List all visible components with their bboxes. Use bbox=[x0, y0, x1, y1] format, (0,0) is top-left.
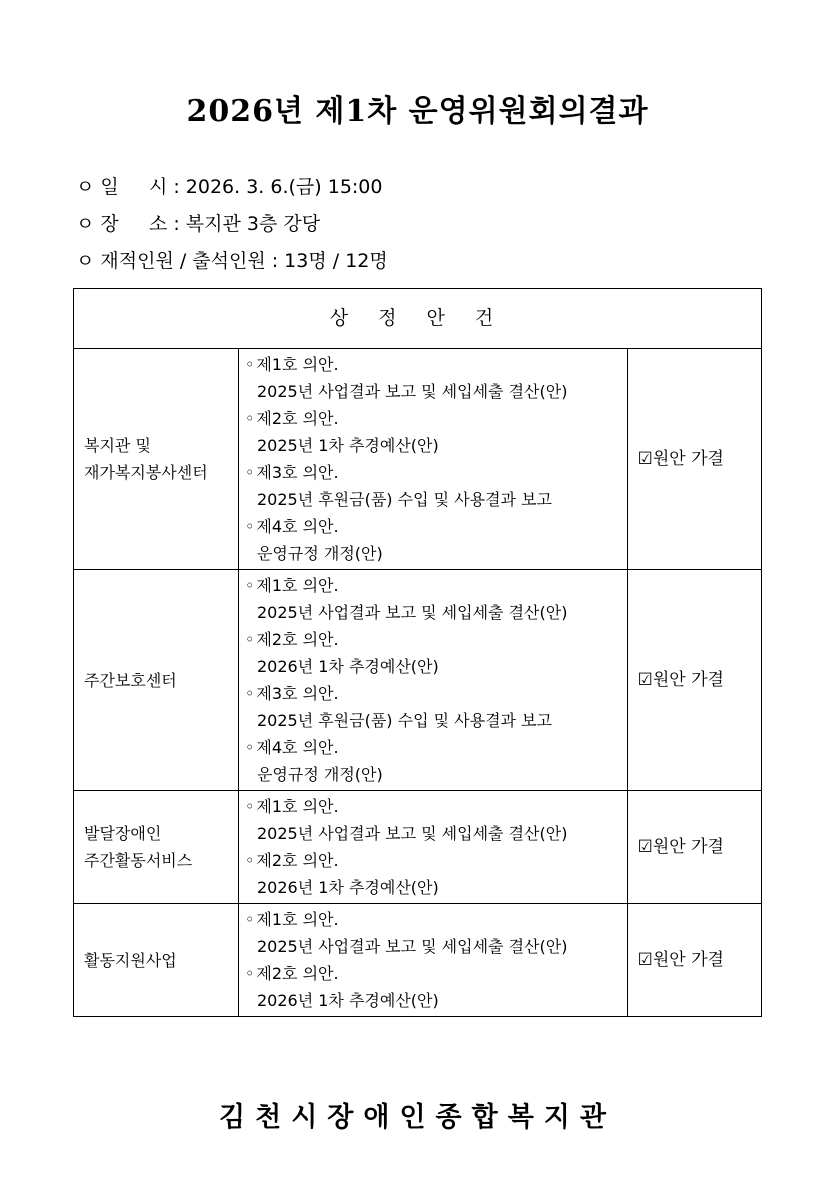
items-cell bbox=[238, 349, 627, 570]
info-datetime: ㅇ 일 시 : 2026. 3. 6.(금) 15:00 bbox=[76, 176, 383, 198]
item-body: 운영규정 개정(안) bbox=[256, 544, 383, 563]
org-name-line: 주간활동서비스 bbox=[84, 851, 193, 870]
items-cell bbox=[238, 791, 627, 904]
result-cell: ☑원안 가결 bbox=[627, 570, 761, 791]
org-name-line: 활동지원사업 bbox=[84, 950, 177, 970]
item-body: 2025년 사업결과 보고 및 세입세출 결산(안) bbox=[256, 937, 568, 956]
document-title: 2026년 제1차 운영위원회의결과 bbox=[186, 94, 649, 129]
info-attendance: ㅇ 재적인원 / 출석인원 : 13명 / 12명 bbox=[76, 250, 388, 272]
table-row bbox=[74, 349, 762, 570]
item-body: 2026년 1차 추경예산(안) bbox=[256, 878, 439, 897]
item-head: ◦ 제2호 의안. bbox=[245, 960, 627, 987]
item-body: 2025년 후원금(품) 수입 및 사용결과 보고 bbox=[256, 711, 552, 730]
item-body: 2025년 후원금(품) 수입 및 사용결과 보고 bbox=[256, 490, 552, 509]
items-cell bbox=[238, 904, 627, 1017]
item-head: ◦ 제2호 의안. bbox=[245, 847, 627, 874]
agenda-header: 상 정 안 건 bbox=[74, 289, 762, 349]
item-body: 2025년 사업결과 보고 및 세입세출 결산(안) bbox=[256, 382, 568, 401]
org-name-line: 주간보호센터 bbox=[84, 670, 177, 690]
organization-name: 김천시장애인종합복지관 bbox=[219, 1102, 616, 1133]
result-cell: ☑원안 가결 bbox=[627, 349, 761, 570]
item-body: 2025년 사업결과 보고 및 세입세출 결산(안) bbox=[256, 603, 568, 622]
items-cell bbox=[238, 570, 627, 791]
org-name-line: 발달장애인 bbox=[84, 824, 162, 843]
org-cell bbox=[74, 349, 239, 570]
item-body: 운영규정 개정(안) bbox=[256, 765, 383, 784]
org-cell bbox=[74, 791, 239, 904]
org-cell bbox=[74, 904, 239, 1017]
org-cell bbox=[74, 570, 239, 791]
item-head: ◦ 제3호 의안. bbox=[245, 459, 627, 486]
item-body: 2025년 1차 추경예산(안) bbox=[256, 436, 439, 455]
item-body: 2025년 사업결과 보고 및 세입세출 결산(안) bbox=[256, 824, 568, 843]
item-head: ◦ 제2호 의안. bbox=[245, 626, 627, 653]
result-cell: ☑원안 가결 bbox=[627, 904, 761, 1017]
info-location: ㅇ 장 소 : 복지관 3층 강당 bbox=[76, 213, 321, 235]
item-head: ◦ 제4호 의안. bbox=[245, 513, 627, 540]
item-head: ◦ 제1호 의안. bbox=[245, 793, 627, 820]
agenda-header-row bbox=[74, 289, 762, 349]
item-head: ◦ 제1호 의안. bbox=[245, 572, 627, 599]
item-head: ◦ 제1호 의안. bbox=[245, 351, 627, 378]
item-head: ◦ 제3호 의안. bbox=[245, 680, 627, 707]
item-head: ◦ 제1호 의안. bbox=[245, 906, 627, 933]
item-body: 2026년 1차 추경예산(안) bbox=[256, 991, 439, 1010]
item-body: 2026년 1차 추경예산(안) bbox=[256, 657, 439, 676]
table-row bbox=[74, 791, 762, 904]
table-row bbox=[74, 570, 762, 791]
org-name-line: 재가복지봉사센터 bbox=[84, 463, 208, 482]
result-cell: ☑원안 가결 bbox=[627, 791, 761, 904]
item-head: ◦ 제2호 의안. bbox=[245, 405, 627, 432]
item-head: ◦ 제4호 의안. bbox=[245, 734, 627, 761]
agenda-table bbox=[73, 288, 762, 1017]
table-row bbox=[74, 904, 762, 1017]
org-name-line: 복지관 및 bbox=[84, 436, 151, 455]
